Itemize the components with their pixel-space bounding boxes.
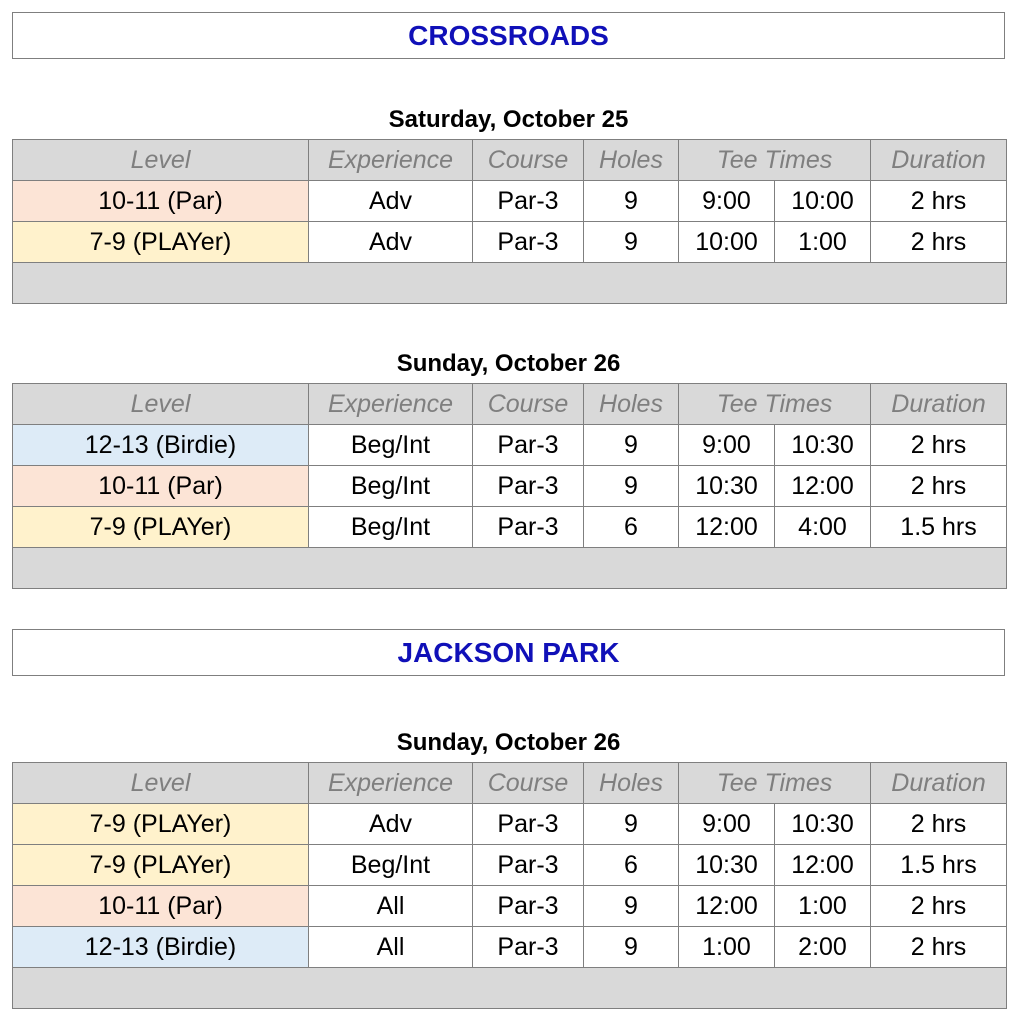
tee-end-cell: 12:00 xyxy=(775,466,871,507)
course-cell: Par-3 xyxy=(473,886,584,927)
duration-cell: 2 hrs xyxy=(871,927,1007,968)
tee-start-cell: 9:00 xyxy=(679,181,775,222)
header-duration: Duration xyxy=(871,763,1007,804)
header-level: Level xyxy=(13,384,309,425)
header-level: Level xyxy=(13,140,309,181)
level-cell: 7-9 (PLAYer) xyxy=(13,804,309,845)
tee-end-cell: 1:00 xyxy=(775,222,871,263)
venue-name: JACKSON PARK xyxy=(397,636,620,668)
table-row xyxy=(13,845,1007,886)
level-cell: 10-11 (Par) xyxy=(13,466,309,507)
tee-start-cell: 12:00 xyxy=(679,886,775,927)
level-cell: 7-9 (PLAYer) xyxy=(13,222,309,263)
holes-cell: 9 xyxy=(584,181,679,222)
schedule-table-crossroads-saturday xyxy=(12,139,1007,304)
header-level: Level xyxy=(13,763,309,804)
header-row xyxy=(13,384,1007,425)
course-cell: Par-3 xyxy=(473,927,584,968)
tee-end-cell: 2:00 xyxy=(775,927,871,968)
header-duration: Duration xyxy=(871,384,1007,425)
tee-end-cell: 10:30 xyxy=(775,425,871,466)
filler-cell xyxy=(13,968,1007,1009)
experience-cell: Adv xyxy=(309,222,473,263)
tee-start-cell: 10:00 xyxy=(679,222,775,263)
header-experience: Experience xyxy=(309,140,473,181)
course-cell: Par-3 xyxy=(473,466,584,507)
filler-cell xyxy=(13,263,1007,304)
tee-end-cell: 10:30 xyxy=(775,804,871,845)
filler-row xyxy=(13,263,1007,304)
holes-cell: 6 xyxy=(584,845,679,886)
header-experience: Experience xyxy=(309,384,473,425)
table-row xyxy=(13,181,1007,222)
venue-name: CROSSROADS xyxy=(408,19,609,51)
level-cell: 10-11 (Par) xyxy=(13,886,309,927)
day-title: Saturday, October 25 xyxy=(388,106,629,133)
table-row xyxy=(13,466,1007,507)
tee-end-cell: 1:00 xyxy=(775,886,871,927)
table-row xyxy=(13,927,1007,968)
level-cell: 7-9 (PLAYer) xyxy=(13,845,309,886)
course-cell: Par-3 xyxy=(473,222,584,263)
header-course: Course xyxy=(473,763,584,804)
day-title: Sunday, October 26 xyxy=(396,729,621,756)
table-row xyxy=(13,804,1007,845)
duration-cell: 2 hrs xyxy=(871,425,1007,466)
tee-start-cell: 10:30 xyxy=(679,845,775,886)
venue-title-crossroads xyxy=(12,12,1005,59)
filler-cell xyxy=(13,548,1007,589)
course-cell: Par-3 xyxy=(473,845,584,886)
holes-cell: 9 xyxy=(584,425,679,466)
table-row xyxy=(13,507,1007,548)
tee-start-cell: 9:00 xyxy=(679,804,775,845)
experience-cell: Adv xyxy=(309,804,473,845)
experience-cell: All xyxy=(309,927,473,968)
tee-end-cell: 12:00 xyxy=(775,845,871,886)
tee-start-cell: 1:00 xyxy=(679,927,775,968)
level-cell: 12-13 (Birdie) xyxy=(13,927,309,968)
schedule-table-jackson-park-sunday xyxy=(12,762,1007,1009)
venue-title-jackson-park xyxy=(12,629,1005,676)
table-row xyxy=(13,886,1007,927)
holes-cell: 9 xyxy=(584,886,679,927)
level-cell: 7-9 (PLAYer) xyxy=(13,507,309,548)
header-course: Course xyxy=(473,384,584,425)
tee-end-cell: 10:00 xyxy=(775,181,871,222)
header-tee-times: Tee Times xyxy=(679,140,871,181)
filler-row xyxy=(13,968,1007,1009)
experience-cell: Beg/Int xyxy=(309,507,473,548)
header-holes: Holes xyxy=(584,140,679,181)
holes-cell: 9 xyxy=(584,466,679,507)
tee-start-cell: 9:00 xyxy=(679,425,775,466)
tee-start-cell: 10:30 xyxy=(679,466,775,507)
table-row xyxy=(13,222,1007,263)
duration-cell: 1.5 hrs xyxy=(871,845,1007,886)
header-tee-times: Tee Times xyxy=(679,763,871,804)
duration-cell: 2 hrs xyxy=(871,886,1007,927)
header-row xyxy=(13,140,1007,181)
holes-cell: 9 xyxy=(584,927,679,968)
duration-cell: 2 hrs xyxy=(871,804,1007,845)
header-experience: Experience xyxy=(309,763,473,804)
holes-cell: 9 xyxy=(584,222,679,263)
course-cell: Par-3 xyxy=(473,181,584,222)
level-cell: 10-11 (Par) xyxy=(13,181,309,222)
holes-cell: 6 xyxy=(584,507,679,548)
header-tee-times: Tee Times xyxy=(679,384,871,425)
tee-start-cell: 12:00 xyxy=(679,507,775,548)
header-holes: Holes xyxy=(584,763,679,804)
duration-cell: 1.5 hrs xyxy=(871,507,1007,548)
filler-row xyxy=(13,548,1007,589)
duration-cell: 2 hrs xyxy=(871,466,1007,507)
holes-cell: 9 xyxy=(584,804,679,845)
duration-cell: 2 hrs xyxy=(871,222,1007,263)
header-holes: Holes xyxy=(584,384,679,425)
header-course: Course xyxy=(473,140,584,181)
tee-end-cell: 4:00 xyxy=(775,507,871,548)
table-row xyxy=(13,425,1007,466)
header-row xyxy=(13,763,1007,804)
course-cell: Par-3 xyxy=(473,425,584,466)
duration-cell: 2 hrs xyxy=(871,181,1007,222)
experience-cell: Beg/Int xyxy=(309,845,473,886)
level-cell: 12-13 (Birdie) xyxy=(13,425,309,466)
experience-cell: Beg/Int xyxy=(309,425,473,466)
experience-cell: Adv xyxy=(309,181,473,222)
course-cell: Par-3 xyxy=(473,507,584,548)
day-title: Sunday, October 26 xyxy=(396,350,621,377)
schedule-table-crossroads-sunday xyxy=(12,383,1007,589)
experience-cell: All xyxy=(309,886,473,927)
course-cell: Par-3 xyxy=(473,804,584,845)
experience-cell: Beg/Int xyxy=(309,466,473,507)
header-duration: Duration xyxy=(871,140,1007,181)
